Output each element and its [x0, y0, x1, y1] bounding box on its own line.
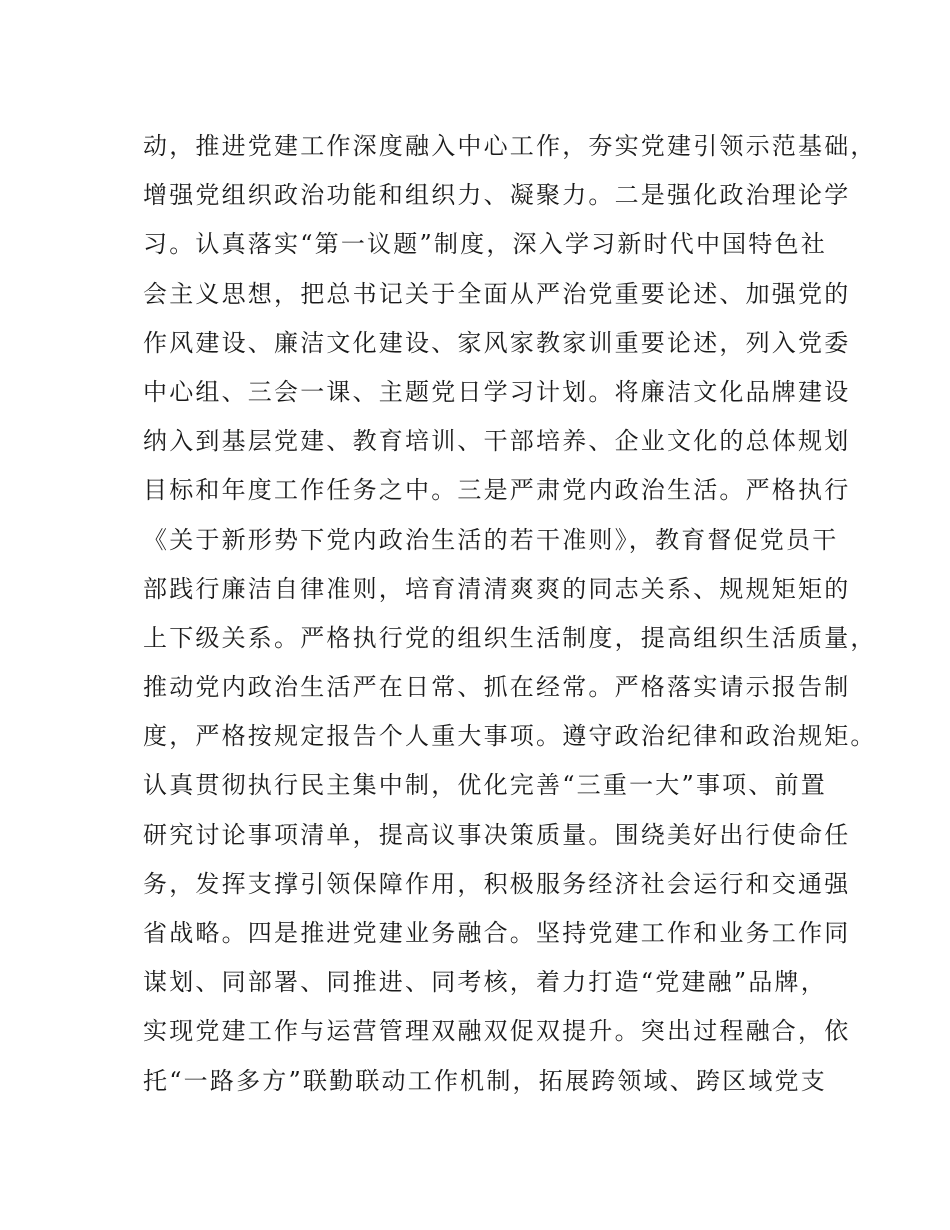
text-line: 部践行廉洁自律准则，培育清清爽爽的同志关系、规规矩矩的: [143, 574, 851, 603]
text-line: 度，严格按规定报告个人重大事项。遵守政治纪律和政治规矩。: [143, 722, 877, 751]
text-line: 习。认真落实“第一议题”制度，深入学习新时代中国特色社: [143, 230, 827, 259]
text-line: 省战略。四是推进党建业务融合。坚持党建工作和业务工作同: [143, 919, 851, 947]
text-line: 推动党内政治生活严在日常、抓在经常。严格落实请示报告制: [143, 673, 851, 702]
text-line: 上下级关系。严格执行党的组织生活制度，提高组织生活质量，: [143, 623, 877, 652]
text-line: 目标和年度工作任务之中。三是严肃党内政治生活。严格执行: [143, 476, 851, 505]
text-line: 中心组、三会一课、主题党日学习计划。将廉洁文化品牌建设: [143, 377, 851, 406]
text-line: 会主义思想，把总书记关于全面从严治党重要论述、加强党的: [143, 279, 851, 308]
text-line: 认真贯彻执行民主集中制，优化完善“三重一大”事项、前置: [143, 771, 827, 800]
text-line: 增强党组织政治功能和组织力、凝聚力。二是强化政治理论学: [143, 181, 851, 210]
text-line: 纳入到基层党建、教育培训、干部培养、企业文化的总体规划: [143, 427, 851, 456]
text-line: 动，推进党建工作深度融入中心工作，夯实党建引领示范基础，: [143, 132, 877, 160]
text-line: 谋划、同部署、同推进、同考核，着力打造“党建融”品牌，: [143, 968, 827, 997]
text-line: 《关于新形势下党内政治生活的若干准则》，教育督促党员干: [143, 525, 839, 554]
text-line: 作风建设、廉洁文化建设、家风家教家训重要论述，列入党委: [143, 328, 851, 357]
text-line: 托“一路多方”联勤联动工作机制，拓展跨领域、跨区域党支: [143, 1066, 827, 1095]
text-line: 实现党建工作与运营管理双融双促双提升。突出过程融合，依: [143, 1017, 851, 1046]
text-line: 务，发挥支撑引领保障作用，积极服务经济社会运行和交通强: [143, 869, 851, 898]
body-paragraph: [143, 122, 877, 1106]
text-line: 研究讨论事项清单，提高议事决策质量。围绕美好出行使命任: [143, 820, 851, 849]
